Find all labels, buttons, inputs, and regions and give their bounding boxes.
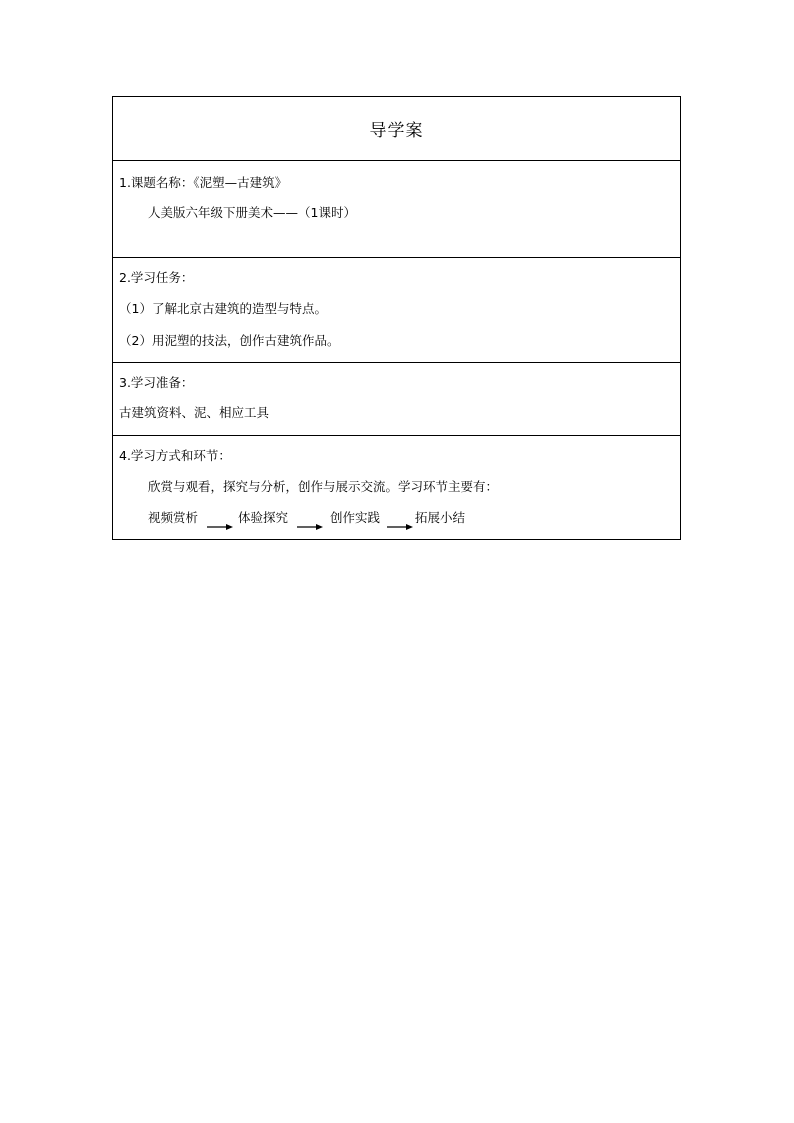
flow-step: 创作实践 xyxy=(330,510,381,525)
methods-description: 欣赏与观看，探究与分析，创作与展示交流。学习环节主要有： xyxy=(148,479,499,494)
title-row xyxy=(113,97,680,160)
right-arrow-icon xyxy=(387,523,413,531)
topic-heading: 1.课题名称：《泥塑—古建筑》 xyxy=(119,175,288,190)
task-item: （2）用泥塑的技法，创作古建筑作品。 xyxy=(119,333,340,348)
guide-table xyxy=(112,96,681,540)
tasks-heading: 2.学习任务： xyxy=(119,270,194,285)
flow-step: 视频赏析 xyxy=(148,510,199,525)
section-topic xyxy=(113,160,680,257)
section-preparation xyxy=(113,362,680,435)
section-tasks xyxy=(113,257,680,362)
topic-subtitle: 人美版六年级下册美术——（1课时） xyxy=(148,205,356,220)
preparation-heading: 3.学习准备： xyxy=(119,375,194,390)
task-item: （1）了解北京古建筑的造型与特点。 xyxy=(119,301,327,316)
section-methods xyxy=(113,435,680,539)
document-title: 导学案 xyxy=(369,121,424,141)
preparation-content: 古建筑资料、泥、相应工具 xyxy=(119,405,270,420)
right-arrow-icon xyxy=(297,523,323,531)
flow-step: 体验探究 xyxy=(238,510,289,525)
methods-heading: 4.学习方式和环节： xyxy=(119,448,231,463)
right-arrow-icon xyxy=(207,523,233,531)
flow-step: 拓展小结 xyxy=(415,510,466,525)
